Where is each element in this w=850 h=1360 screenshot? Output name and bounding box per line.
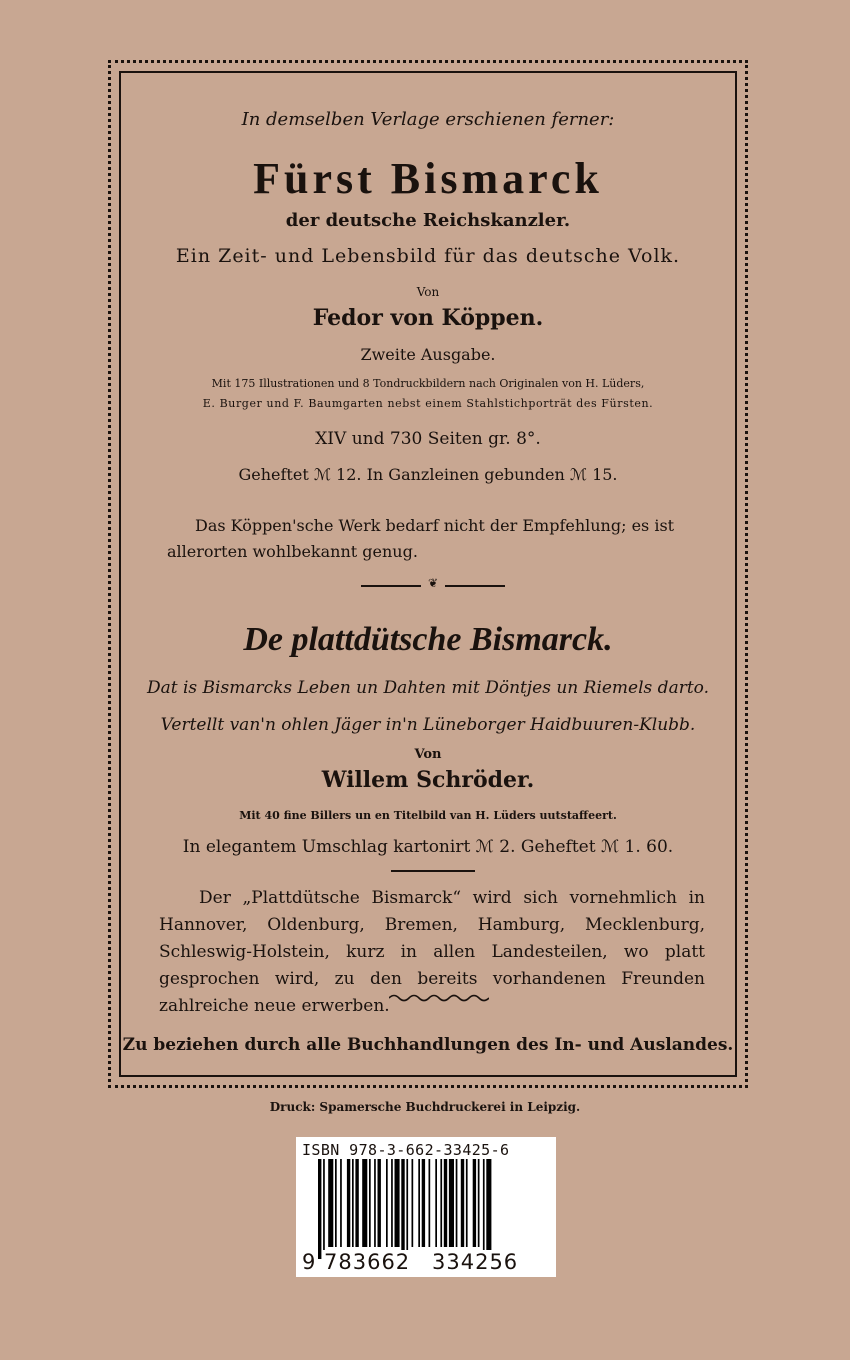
book1-price: Geheftet ℳ 12. In Ganzleinen gebunden ℳ 15. bbox=[238, 465, 618, 484]
book1-subtitle: der deutsche Reichskanzler. bbox=[285, 210, 571, 231]
book1-pages: XIV und 730 Seiten gr. 8°. bbox=[315, 429, 541, 449]
book1-illustrations-line2: E. Burger und F. Baumgarten nebst einem Stahlstichporträt des Fürsten. bbox=[202, 397, 654, 410]
advertisement-frame bbox=[108, 60, 748, 1088]
book1-by: Von bbox=[416, 285, 440, 299]
book1-edition: Zweite Ausgabe. bbox=[360, 345, 496, 364]
book2-review: Der „Plattdütsche Bismarck“ wird sich vornehmlich in Hannover, Oldenburg, Bremen, Hamburg, Mecklenburg, Schleswig-Holstein, kurz in allen Landesteilen, wo platt gesprochen wird, zu den bereits vorhandenen Freunden zahlreiche neue erwerben. bbox=[159, 888, 705, 1016]
intro-line: In demselben Verlage erschienen ferner: bbox=[241, 109, 615, 130]
book1-illustrations-line1: Mit 175 Illustrationen und 8 Tondruckbildern nach Originalen von H. Lüders, bbox=[211, 377, 645, 390]
book2-subtitle-line2: Vertellt van'n ohlen Jäger in'n Lüneborger Haidbuuren-Klubb. bbox=[160, 715, 696, 735]
ornament-icon: ❦ bbox=[427, 576, 439, 590]
printer-imprint: Druck: Spamersche Buchdruckerei in Leipzig. bbox=[269, 1100, 581, 1114]
book2-illustrations: Mit 40 fine Billers un en Titelbild van H. Lüders uutstaffeert. bbox=[239, 809, 617, 822]
book2-author: Willem Schröder. bbox=[321, 767, 535, 793]
wavy-ornament-icon bbox=[389, 993, 489, 1003]
isbn-digits-left: 783662 bbox=[324, 1250, 411, 1274]
book1-review: Das Köppen'sche Werk bedarf nicht der Empfehlung; es ist allerorten wohlbekannt genug. bbox=[167, 516, 675, 561]
book1-tagline: Ein Zeit- und Lebensbild für das deutsche Volk. bbox=[175, 245, 681, 267]
book2-title: De plattdütsche Bismarck. bbox=[243, 621, 613, 658]
book1-author: Fedor von Köppen. bbox=[312, 305, 544, 331]
book2-by: Von bbox=[414, 747, 442, 762]
divider-rule bbox=[391, 870, 475, 872]
order-note: Zu beziehen durch alle Buchhandlungen des In- und Auslandes. bbox=[122, 1035, 734, 1055]
book2-subtitle-line1: Dat is Bismarcks Leben un Dahten mit Döntjes un Riemels darto. bbox=[146, 678, 709, 698]
book1-title: Fürst Bismarck bbox=[253, 154, 603, 203]
ornamental-divider bbox=[361, 576, 505, 591]
isbn-digits-right: 334256 bbox=[432, 1250, 519, 1274]
isbn-label: ISBN 978-3-662-33425-6 bbox=[302, 1141, 510, 1159]
advertisement-inner-border bbox=[119, 71, 737, 1077]
barcode-icon bbox=[302, 1159, 550, 1263]
book2-price: In elegantem Umschlag kartonirt ℳ 2. Geheftet ℳ 1. 60. bbox=[182, 837, 674, 857]
isbn-barcode-block bbox=[296, 1137, 556, 1277]
isbn-digit-first: 9 bbox=[302, 1250, 317, 1274]
